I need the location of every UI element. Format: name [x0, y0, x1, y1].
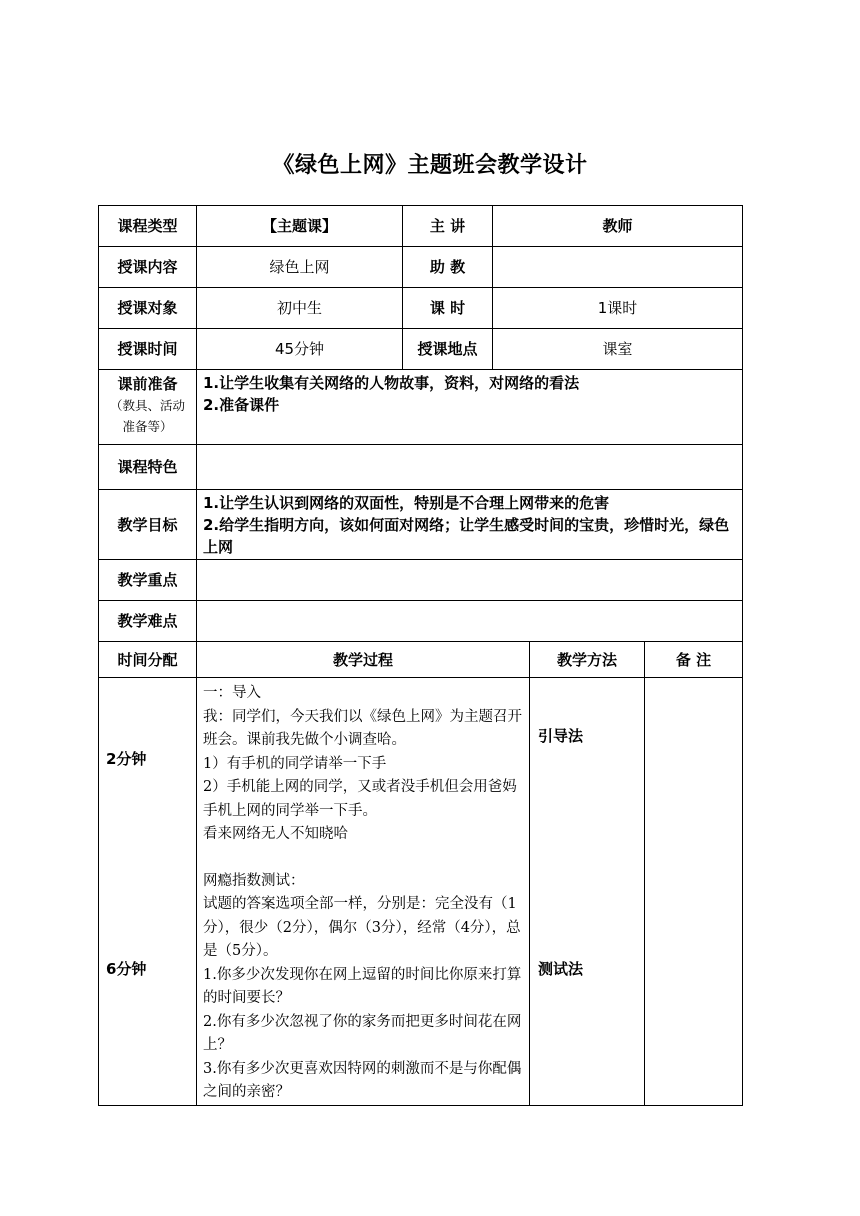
- time-value: 45分钟: [197, 329, 403, 370]
- row-key-point: [99, 560, 743, 601]
- row-course-type: [99, 206, 743, 247]
- row-content: [99, 247, 743, 288]
- header-time: 时间分配: [99, 642, 197, 678]
- difficulty-value: [197, 601, 743, 642]
- audience-value: 初中生: [197, 288, 403, 329]
- header-method: 教学方法: [530, 642, 645, 678]
- process-line-11: 3.你有多少次更喜欢因特网的刺激而不是与你配偶之间的亲密？: [203, 1060, 522, 1100]
- prep-sublabel: （教具、活动准备等）: [109, 398, 185, 434]
- row-time: [99, 329, 743, 370]
- prep-label-cell: [99, 370, 197, 445]
- hours-label: 课 时: [403, 288, 493, 329]
- key-label: 教学重点: [99, 560, 197, 601]
- process-note-cell: [645, 678, 743, 1106]
- feature-value: [197, 445, 743, 490]
- process-line-2: 我：同学们，今天我们以《绿色上网》为主题召开班会。课前我先做个小调查哈。: [203, 708, 522, 748]
- lesson-plan-table: [98, 205, 743, 1106]
- process-line-9: 1.你多少次发现你在网上逗留的时间比你原来打算的时间要长？: [203, 966, 522, 1006]
- row-preparation: [99, 370, 743, 445]
- audience-label: 授课对象: [99, 288, 197, 329]
- lecturer-value: 教师: [493, 206, 743, 247]
- content-label: 授课内容: [99, 247, 197, 288]
- process-time-2: 6分钟: [106, 960, 147, 978]
- process-content: [197, 678, 530, 1106]
- key-value: [197, 560, 743, 601]
- goal-line-1: 1.让学生认识到网络的双面性，特别是不合理上网带来的危害: [203, 493, 610, 512]
- row-feature: [99, 445, 743, 490]
- process-line-1: 一：导入: [203, 685, 261, 701]
- lecturer-label: 主 讲: [403, 206, 493, 247]
- assistant-value: [493, 247, 743, 288]
- goal-content: [197, 490, 743, 560]
- location-value: 课室: [493, 329, 743, 370]
- process-line-8: 试题的答案选项全部一样，分别是：完全没有（1分），很少（2分），偶尔（3分），经常（4分），总是（5分）。: [203, 896, 521, 959]
- row-process-body: [99, 678, 743, 1106]
- row-goal: [99, 490, 743, 560]
- row-process-header: [99, 642, 743, 678]
- document-title: 《绿色上网》主题班会教学设计: [272, 153, 588, 178]
- goal-line-2: 2.给学生指明方向，该如何面对网络；让学生感受时间的宝贵，珍惜时光，绿色上网: [203, 515, 730, 556]
- prep-content: [197, 370, 743, 445]
- process-line-7: 网瘾指数测试：: [203, 872, 305, 889]
- prep-label: 课前准备: [117, 375, 178, 393]
- header-process: 教学过程: [197, 642, 530, 678]
- process-line-4: 2）手机能上网的同学，又或者没手机但会用爸妈手机上网的同学举一下手。: [203, 779, 517, 819]
- course-type-value: 【主题课】: [197, 206, 403, 247]
- row-difficulty: [99, 601, 743, 642]
- header-note: 备 注: [645, 642, 743, 678]
- prep-line-1: 1.让学生收集有关网络的人物故事，资料，对网络的看法: [203, 374, 580, 392]
- course-type-label: 课程类型: [99, 206, 197, 247]
- goal-label: 教学目标: [99, 490, 197, 560]
- hours-value: 1课时: [493, 288, 743, 329]
- process-blank-line: [203, 847, 523, 870]
- process-line-5: 看来网络无人不知晓哈: [203, 826, 348, 842]
- feature-label: 课程特色: [99, 445, 197, 490]
- location-label: 授课地点: [403, 329, 493, 370]
- process-line-3: 1）有手机的同学请举一下手: [203, 755, 387, 772]
- row-audience: [99, 288, 743, 329]
- assistant-label: 助 教: [403, 247, 493, 288]
- process-line-10: 2.你有多少次忽视了你的家务而把更多时间花在网上？: [203, 1013, 522, 1053]
- process-time-cell: [99, 678, 197, 1106]
- process-method-2: 测试法: [538, 960, 584, 978]
- process-method-1: 引导法: [538, 727, 584, 745]
- content-value: 绿色上网: [197, 247, 403, 288]
- process-method-cell: [530, 678, 645, 1106]
- time-label: 授课时间: [99, 329, 197, 370]
- process-time-1: 2分钟: [106, 750, 147, 768]
- prep-line-2: 2.准备课件: [203, 396, 280, 414]
- difficulty-label: 教学难点: [99, 601, 197, 642]
